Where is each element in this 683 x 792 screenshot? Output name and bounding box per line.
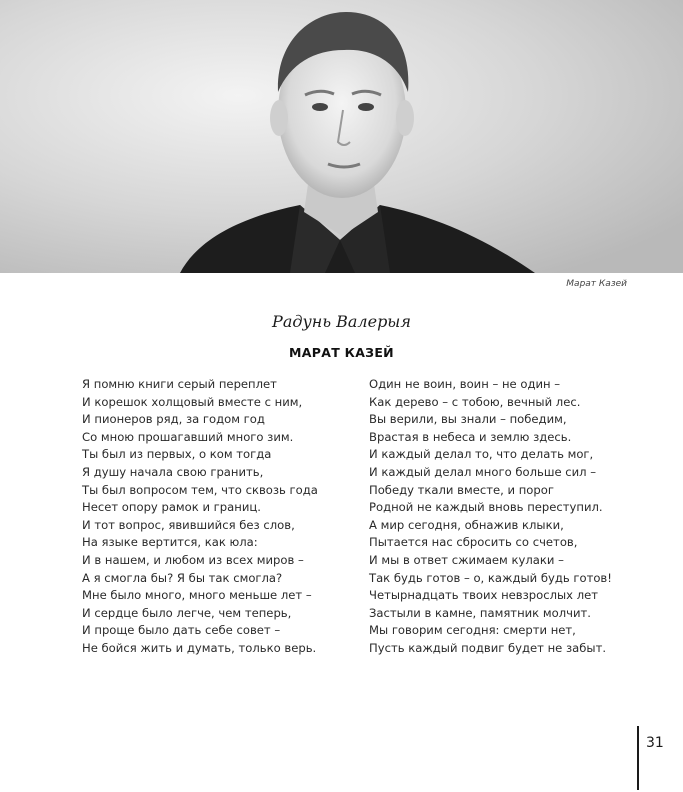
poem-title: МАРАТ КАЗЕЙ: [289, 345, 394, 360]
poem-line: Мы говорим сегодня: смерти нет,: [369, 623, 576, 638]
poem-line: И сердце было легче, чем теперь,: [82, 605, 292, 620]
poem-line: Врастая в небеса и землю здесь.: [369, 429, 572, 444]
poem-line: Вы верили, вы знали – победим,: [369, 412, 567, 427]
poem-line: Мне было много, много меньше лет –: [82, 588, 312, 603]
portrait-photo: [0, 0, 683, 273]
poem-line: Я душу начала свою гранить,: [82, 464, 264, 479]
poem-line: Как дерево – с тобою, вечный лес.: [369, 394, 581, 409]
poem-left-column: [82, 376, 318, 658]
poem-line: Пытается нас сбросить со счетов,: [369, 535, 578, 550]
poem-line: Застыли в камне, памятник молчит.: [369, 605, 591, 620]
poem-line: И корешок холщовый вместе с ним,: [82, 394, 303, 409]
poem-line: И проще было дать себе совет –: [82, 623, 281, 638]
poem-line: Ты был вопросом тем, что сквозь года: [82, 482, 318, 497]
poem-line: И тот вопрос, явившийся без слов,: [82, 517, 295, 532]
poem-line: И каждый делал то, что делать мог,: [369, 447, 594, 462]
poem-line: Так будь готов – о, каждый будь готов!: [369, 570, 612, 585]
poem-line: Я помню книги серый переплет: [82, 377, 277, 391]
poem-line: И мы в ответ сжимаем кулаки –: [369, 552, 564, 567]
photo-caption: Марат Казей: [566, 279, 627, 289]
page-number: 31: [646, 735, 664, 751]
poem-line: Один не воин, воин – не один –: [369, 377, 561, 391]
poem-line: Не бойся жить и думать, только верь.: [82, 640, 317, 655]
portrait-image: [0, 0, 683, 273]
poem-line: На языке вертится, как юла:: [82, 535, 258, 550]
poem-line: И в нашем, и любом из всех миров –: [82, 552, 304, 567]
poem-line: Четырнадцать твоих невзрослых лет: [369, 588, 599, 603]
poem-author: Радунь Валерыя: [272, 312, 411, 331]
poem-line: А мир сегодня, обнажив клыки,: [369, 517, 564, 532]
poem-line: Ты был из первых, о ком тогда: [82, 447, 272, 462]
poem-line: И пионеров ряд, за годом год: [82, 412, 265, 427]
poem-line: Со мною прошагавший много зим.: [82, 429, 294, 444]
poem-line: Несет опору рамок и границ.: [82, 500, 261, 515]
poem-right-column: [369, 376, 612, 658]
poem-line: Пусть каждый подвиг будет не забыт.: [369, 640, 607, 655]
poem-line: Победу ткали вместе, и порог: [369, 482, 554, 497]
poem-line: А я смогла бы? Я бы так смогла?: [82, 570, 283, 585]
poem-line: Родной не каждый вновь переступил.: [369, 500, 603, 515]
poem-line: И каждый делал много больше сил –: [369, 464, 597, 479]
page-number-divider: [637, 726, 639, 790]
